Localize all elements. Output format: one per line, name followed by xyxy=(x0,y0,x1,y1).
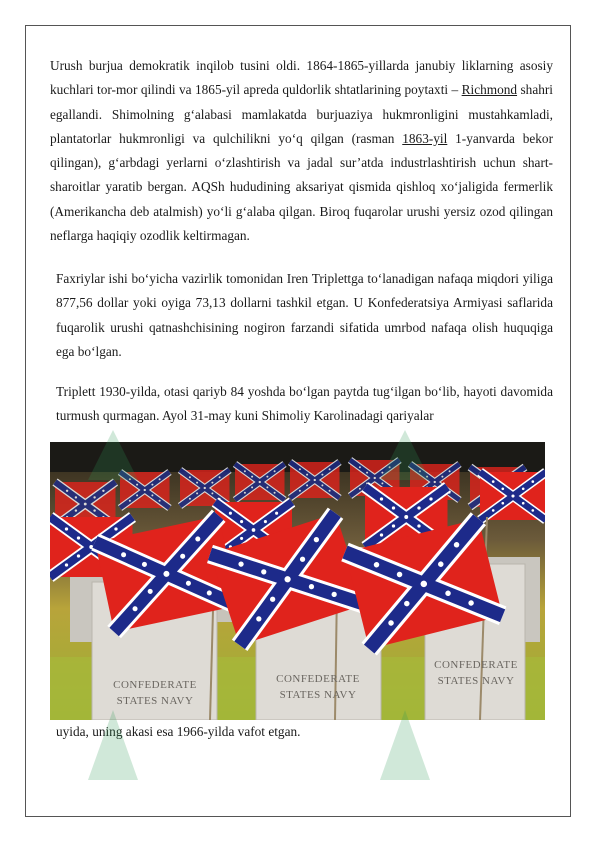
headstone-1-line-1: CONFEDERATE xyxy=(113,679,197,691)
continuation-text: uyida, uning akasi esa 1966-yilda vafot etgan. xyxy=(56,724,301,739)
headstone-2-line-2: STATES NAVY xyxy=(279,689,357,701)
headstone-3-line-1: CONFEDERATE xyxy=(434,659,518,671)
paragraph-1-text-b: shahri egallandi. Shimolning g‘alabasi mamlakatda burjuaziya hukmronligini mustahkamladi, plantatorlar hukmronligi va qulchilikni yo‘q qilgan (rasman xyxy=(50,82,553,146)
headstone-2-line-1: CONFEDERATE xyxy=(276,673,360,685)
richmond-link[interactable]: Richmond xyxy=(461,82,518,98)
headstone-1-line-2: STATES NAVY xyxy=(116,695,194,707)
paragraph-1-text-c: 1-yanvarda bekor qilingan), g‘arbdagi yerlarni o‘zlashtirish va jadal sur’atda industrlashtirish uchun shart-sharoitlar yaratib bergan. AQSh hududining aksariyat qismida qishloq xo‘jaligida fermerlik (Amerikancha deb atalmish) yo‘li g‘alaba qilgan. Biroq fuqarolar urushi yersiz ozod qilingan neflarga haqiqiy ozodlik keltirmagan. xyxy=(50,130,553,244)
headstone-3-line-2: STATES NAVY xyxy=(437,675,515,687)
paragraph-1-text-a: Urush burjua demokratik inqilob tusini oldi. 1864-1865-yillarda janubiy liklarning asosiy kuchlari tor-mor qilindi va 1865-yil apreda quldorlik shtatlarining poytaxti – xyxy=(50,58,553,98)
year-1863-link[interactable]: 1863-yil xyxy=(402,130,448,146)
paragraph-1 xyxy=(50,54,553,248)
paragraph-2: Faxriylar ishi bo‘yicha vazirlik tomonidan Iren Triplettga to‘lanadigan nafaqa miqdori yiliga 877,56 dollar yoki oyiga 73,13 dollarni tashkil etgan. U Konfederatsiya Armiyasi saflarida fuqarolik urushi qatnashchisining nogiron farzandi sifatida umrbod nafaqa olish huquqiga ega bo‘lgan. xyxy=(56,271,553,359)
confederate-cemetery-photo xyxy=(50,442,545,720)
paragraph-3: Triplett 1930-yilda, otasi qariyb 84 yoshda bo‘lgan paytda tug‘ilgan bo‘lib, hayoti davomida turmush qurmagan. Ayol 31-may kuni Shimoliy Karolinadagi qariyalar xyxy=(56,384,553,424)
